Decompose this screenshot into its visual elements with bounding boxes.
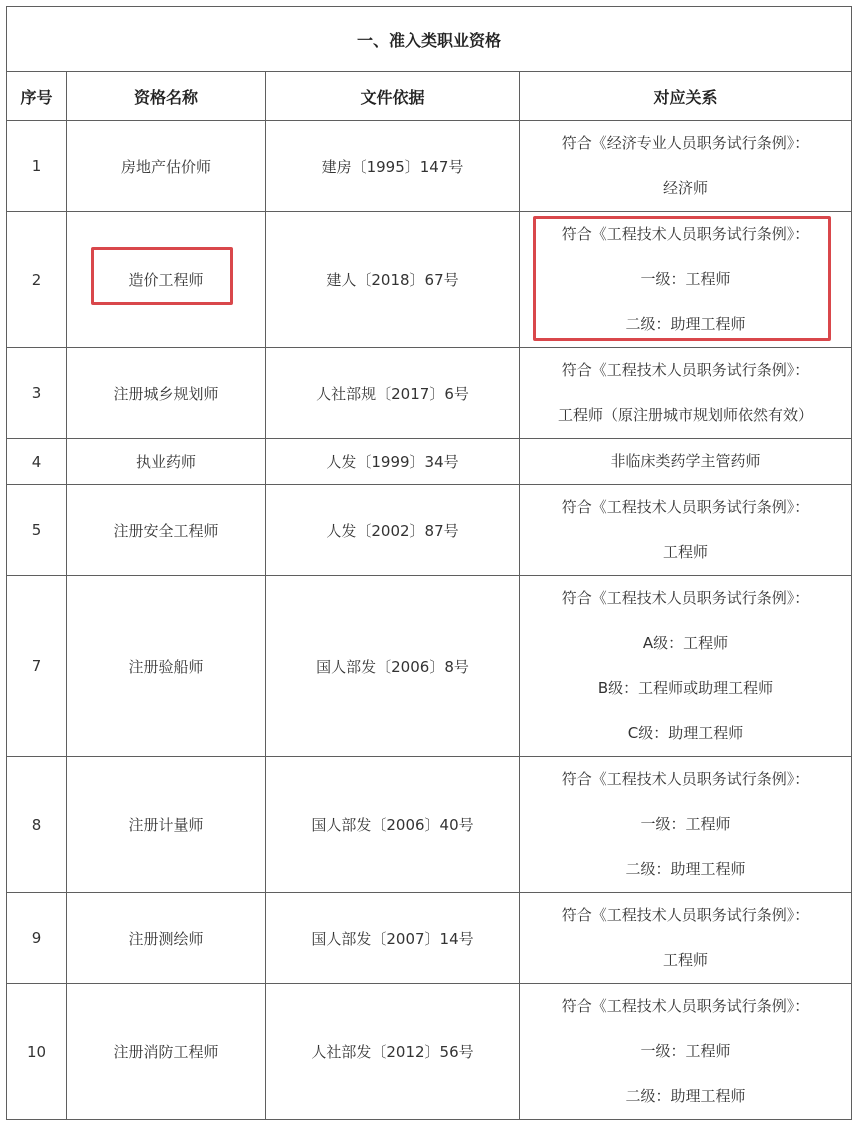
header-row [7, 72, 852, 121]
name-cell: 造价工程师 [67, 212, 266, 348]
basis-cell: 人发〔1999〕34号 [266, 439, 520, 485]
seq-cell: 8 [7, 757, 67, 893]
relation-line: C级：助理工程师 [627, 724, 744, 742]
relation-line: 一级：工程师 [640, 1042, 731, 1060]
seq-cell: 4 [7, 439, 67, 485]
relation-cell [520, 757, 852, 893]
relation-line: 二级：助理工程师 [625, 860, 746, 878]
seq-cell: 5 [7, 485, 67, 576]
relation-cell [520, 121, 852, 212]
basis-cell: 建房〔1995〕147号 [266, 121, 520, 212]
relation-line: 符合《工程技术人员职务试行条例》： [561, 589, 810, 607]
table-row [7, 485, 852, 576]
section-title-row [7, 7, 852, 72]
header-relation: 对应关系 [520, 72, 852, 121]
basis-cell: 国人部发〔2006〕8号 [266, 576, 520, 757]
header-basis: 文件依据 [266, 72, 520, 121]
name-cell: 执业药师 [67, 439, 266, 485]
relation-line: 工程师 [663, 951, 709, 969]
basis-cell: 建人〔2018〕67号 [266, 212, 520, 348]
table-row [7, 984, 852, 1120]
relation-line: 符合《工程技术人员职务试行条例》： [561, 997, 810, 1015]
header-name: 资格名称 [67, 72, 266, 121]
header-seq: 序号 [7, 72, 67, 121]
basis-cell: 人社部规〔2017〕6号 [266, 348, 520, 439]
table-row [7, 212, 852, 348]
relation-line: 一级：工程师 [640, 270, 731, 288]
seq-cell: 2 [7, 212, 67, 348]
relation-cell [520, 212, 852, 348]
relation-line: 一级：工程师 [640, 815, 731, 833]
qualification-table [6, 6, 852, 1120]
relation-line: 符合《工程技术人员职务试行条例》： [561, 361, 810, 379]
relation-line: 工程师（原注册城市规划师依然有效） [558, 406, 814, 424]
relation-line: 符合《工程技术人员职务试行条例》： [561, 225, 810, 243]
table-row [7, 121, 852, 212]
relation-cell [520, 348, 852, 439]
basis-cell: 人发〔2002〕87号 [266, 485, 520, 576]
relation-cell [520, 576, 852, 757]
relation-line: 经济师 [663, 179, 709, 197]
name-cell: 注册城乡规划师 [67, 348, 266, 439]
relation-cell [520, 984, 852, 1120]
relation-line: A级：工程师 [642, 634, 729, 652]
relation-line: 非临床类药学主管药师 [610, 452, 761, 470]
name-cell: 注册验船师 [67, 576, 266, 757]
name-cell: 注册消防工程师 [67, 984, 266, 1120]
seq-cell: 3 [7, 348, 67, 439]
relation-cell [520, 439, 852, 485]
seq-cell: 9 [7, 893, 67, 984]
table-row [7, 439, 852, 485]
relation-line: 符合《经济专业人员职务试行条例》： [561, 134, 810, 152]
relation-line: 符合《工程技术人员职务试行条例》： [561, 498, 810, 516]
relation-cell [520, 893, 852, 984]
name-cell: 注册测绘师 [67, 893, 266, 984]
table-row [7, 893, 852, 984]
relation-line: 符合《工程技术人员职务试行条例》： [561, 906, 810, 924]
table-row [7, 757, 852, 893]
name-cell: 注册计量师 [67, 757, 266, 893]
relation-line: 二级：助理工程师 [625, 1087, 746, 1105]
seq-cell: 10 [7, 984, 67, 1120]
basis-cell: 国人部发〔2006〕40号 [266, 757, 520, 893]
seq-cell: 1 [7, 121, 67, 212]
section-title: 一、准入类职业资格 [7, 7, 852, 72]
seq-cell: 7 [7, 576, 67, 757]
basis-cell: 国人部发〔2007〕14号 [266, 893, 520, 984]
table-body [7, 121, 852, 1120]
table-row [7, 576, 852, 757]
relation-line: 工程师 [663, 543, 709, 561]
relation-cell [520, 485, 852, 576]
table-row [7, 348, 852, 439]
basis-cell: 人社部发〔2012〕56号 [266, 984, 520, 1120]
relation-line: 符合《工程技术人员职务试行条例》： [561, 770, 810, 788]
relation-line: 二级：助理工程师 [625, 315, 746, 333]
name-cell: 房地产估价师 [67, 121, 266, 212]
name-cell: 注册安全工程师 [67, 485, 266, 576]
relation-line: B级：工程师或助理工程师 [597, 679, 774, 697]
